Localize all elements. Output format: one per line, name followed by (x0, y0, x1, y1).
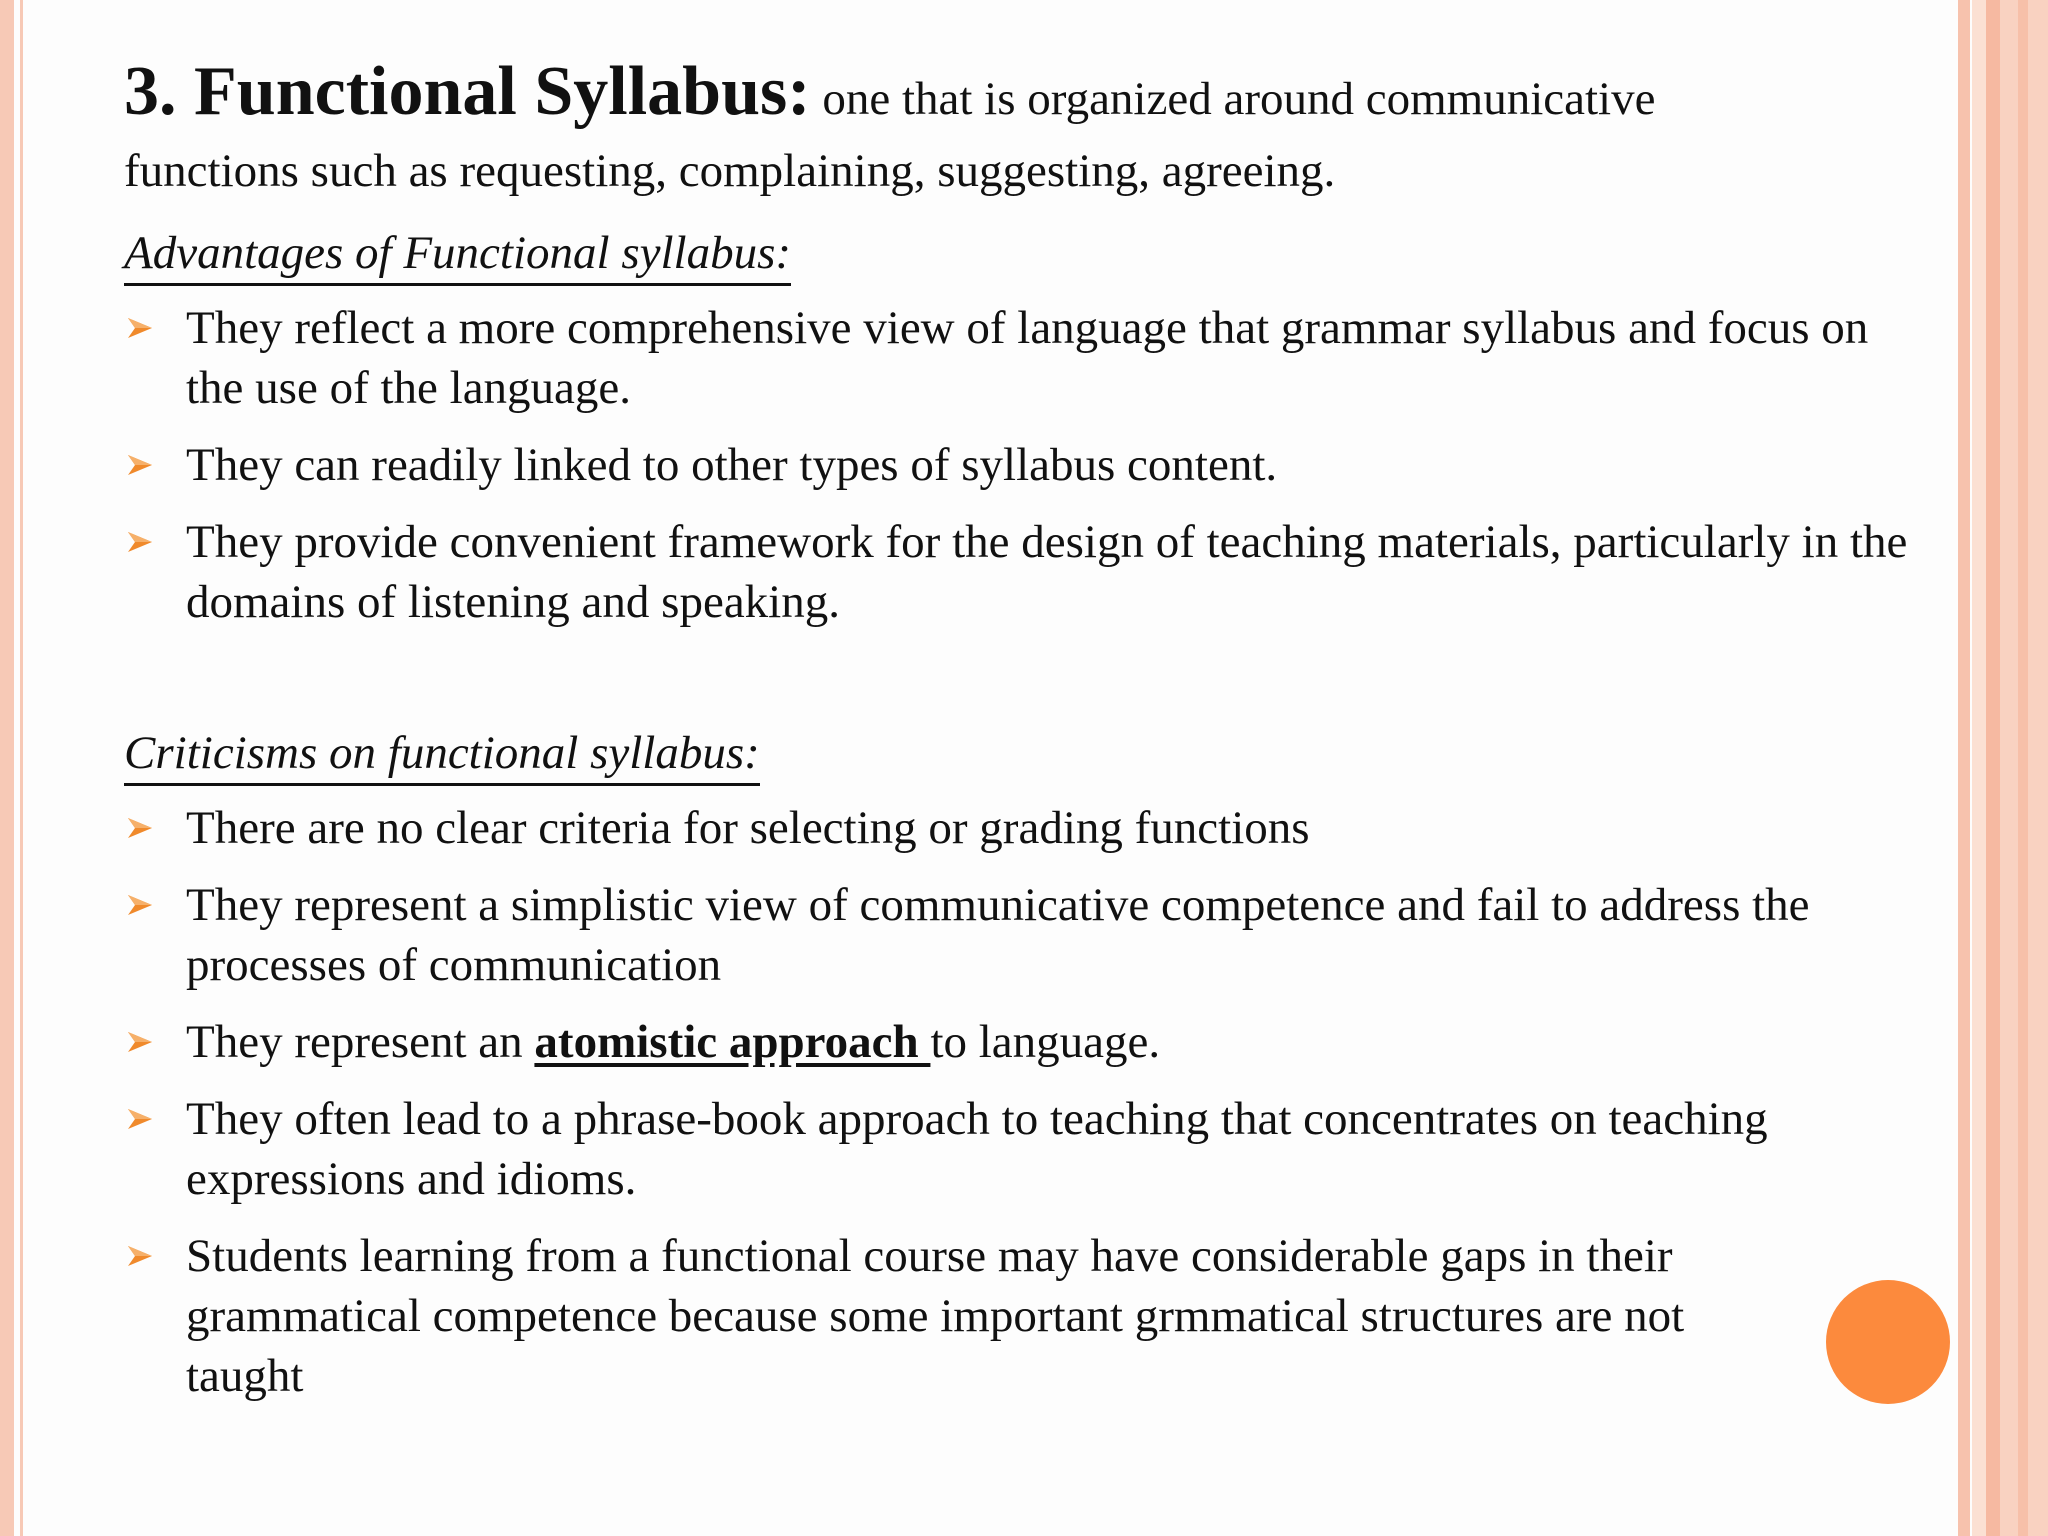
left-border-stripe (0, 0, 14, 1536)
advantage-text: They reflect a more comprehensive view of language that grammar syllabus and focus on the use of the language. (186, 302, 1869, 414)
list-item (124, 875, 1924, 995)
list-item (124, 798, 1924, 858)
arrow-bullet-icon (126, 1107, 154, 1131)
right-border-band (1958, 0, 1970, 1536)
list-item (124, 512, 1924, 632)
list-item (124, 1226, 1924, 1406)
arrow-bullet-icon (126, 816, 154, 840)
slide-content (124, 53, 1924, 1423)
list-item (124, 298, 1924, 418)
criticism-text: They often lead to a phrase-book approach to teaching that concentrates on teaching expressions and idioms. (186, 1093, 1768, 1205)
atomistic-approach-emphasis: atomistic approach (534, 1016, 931, 1068)
list-item (124, 435, 1924, 495)
decorative-orange-circle (1826, 1280, 1950, 1404)
arrow-bullet-icon (126, 453, 154, 477)
criticisms-list (124, 798, 1924, 1406)
criticism-text: There are no clear criteria for selecting or grading functions (186, 802, 1310, 854)
arrow-bullet-icon (126, 1030, 154, 1054)
advantage-text: They can readily linked to other types of syllabus content. (186, 439, 1278, 491)
section-spacer (124, 649, 1924, 725)
advantage-text: They provide convenient framework for the design of teaching materials, particularly in the domains of listening and speaking. (186, 516, 1908, 628)
right-border-band (1986, 0, 2000, 1536)
arrow-bullet-icon (126, 530, 154, 554)
right-border-band (1972, 0, 1986, 1536)
definition-continuation: functions such as requesting, complaining, suggesting, agreeing. (124, 145, 1336, 197)
criticism-text: They represent a simplistic view of communicative competence and fail to address the processes of communication (186, 879, 1810, 991)
criticism-text-prefix: They represent an (186, 1016, 535, 1068)
criticisms-heading: Criticisms on functional syllabus: (124, 725, 760, 786)
left-border-line (20, 0, 23, 1536)
right-border-band (2018, 0, 2028, 1536)
slide-title: 3. Functional Syllabus: (124, 53, 811, 130)
arrow-bullet-icon (126, 1244, 154, 1268)
title-line (124, 53, 1924, 135)
arrow-bullet-icon (126, 316, 154, 340)
advantages-list (124, 298, 1924, 632)
definition-text: one that is organized around communicative (822, 73, 1656, 125)
list-item (124, 1012, 1924, 1072)
advantages-heading: Advantages of Functional syllabus: (124, 225, 791, 286)
criticism-text: Students learning from a functional course may have considerable gaps in their grammatical competence because some important grmmatical structures are not taught (186, 1230, 1685, 1402)
list-item (124, 1089, 1924, 1209)
criticism-text-suffix: to language. (930, 1016, 1161, 1068)
arrow-bullet-icon (126, 893, 154, 917)
